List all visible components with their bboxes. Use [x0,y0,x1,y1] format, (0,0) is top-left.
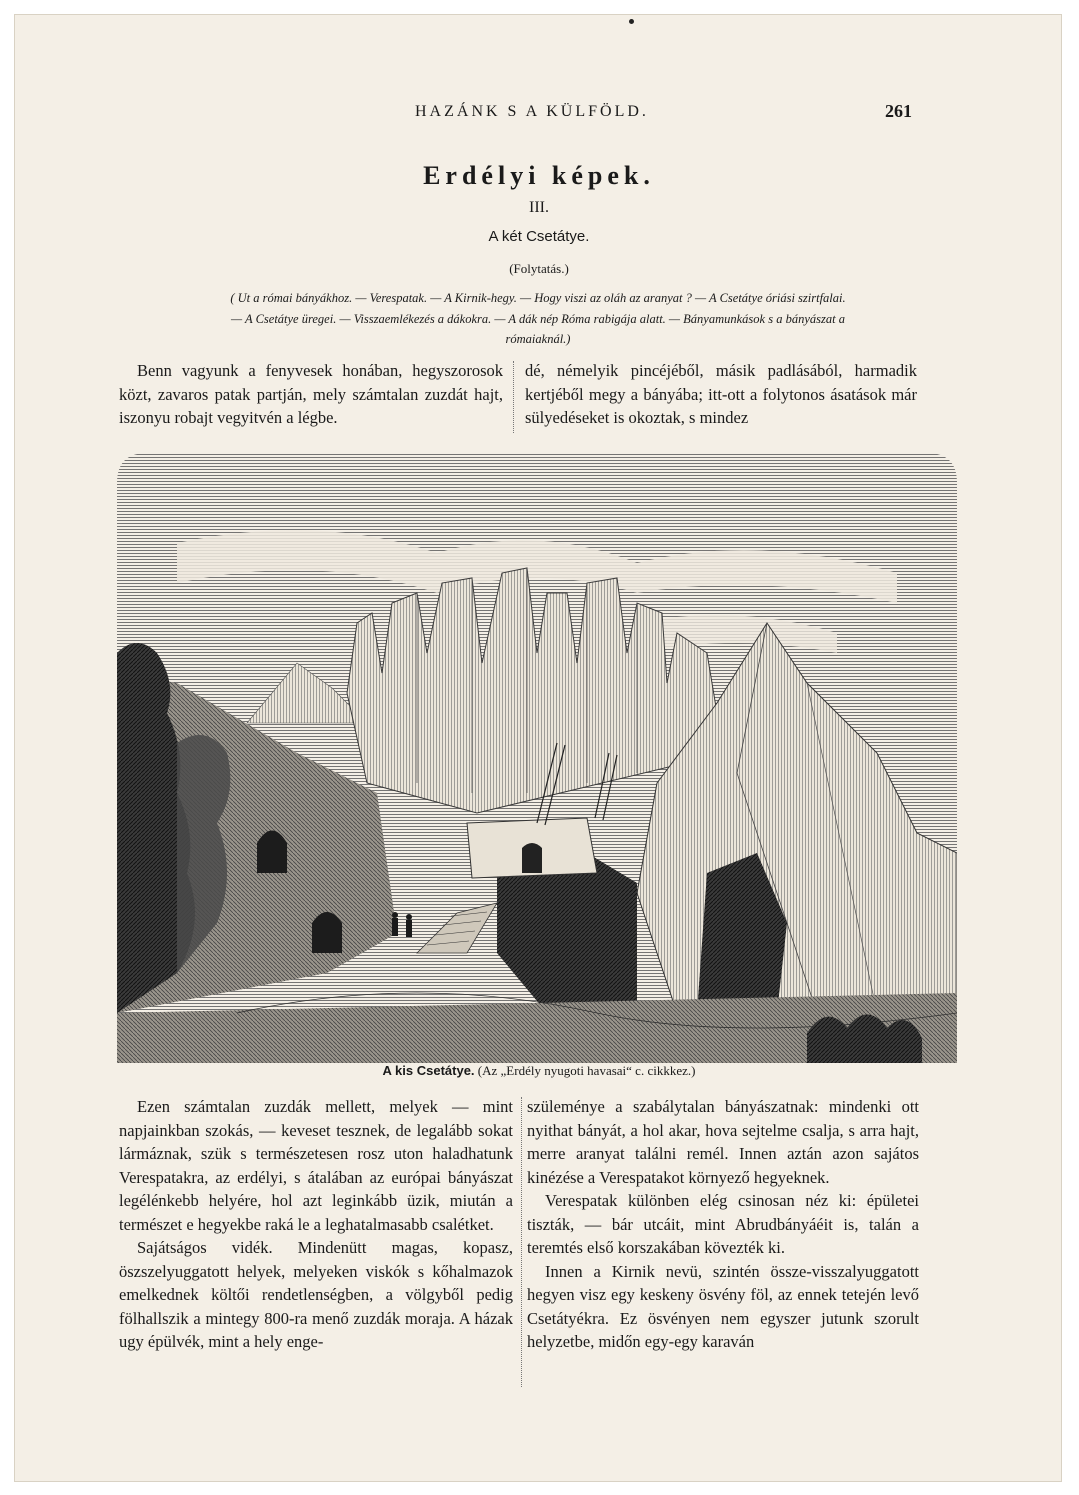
illustration-caption [15,1063,1063,1079]
paragraph: Ezen számtalan zuzdák mellett, melyek — mint napjainkban szokás, — keveset tesznek, de legalább sokat lármáznak, szük s természetesen rosz uton haladhatunk Verespatakra, az erdélyi, s átalában az európai bányászat legélénkebb helyére, hol azt leginkább üzik, miután a természet e hegyekbe raká le a leghatalmasabb csalétket. [119,1097,513,1234]
continuation-note: (Folytatás.) [509,261,569,276]
running-title: HAZÁNK S A KÜLFÖLD. [415,103,649,120]
paragraph: Verespatak különben elég csinosan néz ki: épületei tiszták, — bár utcáit, mint Abrudbányáéit is, talán a teremtés első korszakában kövezték ki. [527,1191,919,1257]
column-divider [513,361,514,433]
column-divider [521,1097,522,1387]
chapter-summary [117,288,959,350]
paragraph: szüleménye a szabálytalan bányászatnak: mindenki ott nyithat bányát, a hol akar, hova sejtelme csalja, s arra hajt, merre aranyat találni remél. Innen aztán azon sajátos kinézése a Verespatakot környező hegyeknek. [527,1097,919,1187]
bottom-left-column [119,1095,513,1354]
caption-title: A kis Csetátye. [382,1063,475,1078]
summary-line: ( Ut a római bányákhoz. — Verespatak. — A Kirnik-hegy. — Hogy viszi az oláh az aranyat ? — A Csetátye óriási szirtfalai. [230,291,846,305]
article-title: Erdélyi képek. [423,161,655,190]
printer-dot [629,19,634,24]
paragraph: dé, némelyik pincéjéből, másik padlásából, harmadik kertjéből megy a bányába; itt-ott a folytonos ásatások már sülyedéseket is okoztak, s mindez [525,361,917,427]
paragraph: Sajátságos vidék. Mindenütt magas, kopasz, öszszelyuggatott helyek, melyeken viskók s kőhalmazok emelkednek költői rendetlenségben, a völgyből pedig fölhallszik a mintegy 800-ra menő zuzdák moraja. A házak ugy épülvék, mint a hely enge- [119,1238,513,1351]
summary-line: — A Csetátye üregei. — Visszaemlékezés a dákokra. — A dák nép Róma rabigája alatt. — Bányamunkások s a bányászat a [231,311,845,326]
bottom-right-column [527,1095,919,1354]
page-number: 261 [885,101,912,121]
paragraph: Innen a Kirnik nevü, szintén össze-visszalyuggatott hegyen visz egy keskeny ösvény föl, az ennek tetején levő Csetátyékra. Ez ösvényen nem egyszer jutunk szorult helyzetbe, midőn egy-egy karaván [527,1261,919,1351]
top-left-column [119,359,503,430]
top-right-column [525,359,917,430]
paragraph: Benn vagyunk a fenyvesek honában, hegyszorosok közt, zavaros patak partján, mely számtalan zuzdát hajt, iszonyu robajt vegyitvén a légbe. [119,361,503,427]
summary-line: rómaiaknál.) [505,332,571,346]
page [14,14,1062,1482]
caption-note: (Az „Erdély nyugoti havasai“ c. cikkkez.) [477,1063,696,1078]
article-subtitle: A két Csetátye. [488,228,590,245]
engraving-kis-csetatye [117,453,957,1063]
article-part: III. [529,199,549,216]
